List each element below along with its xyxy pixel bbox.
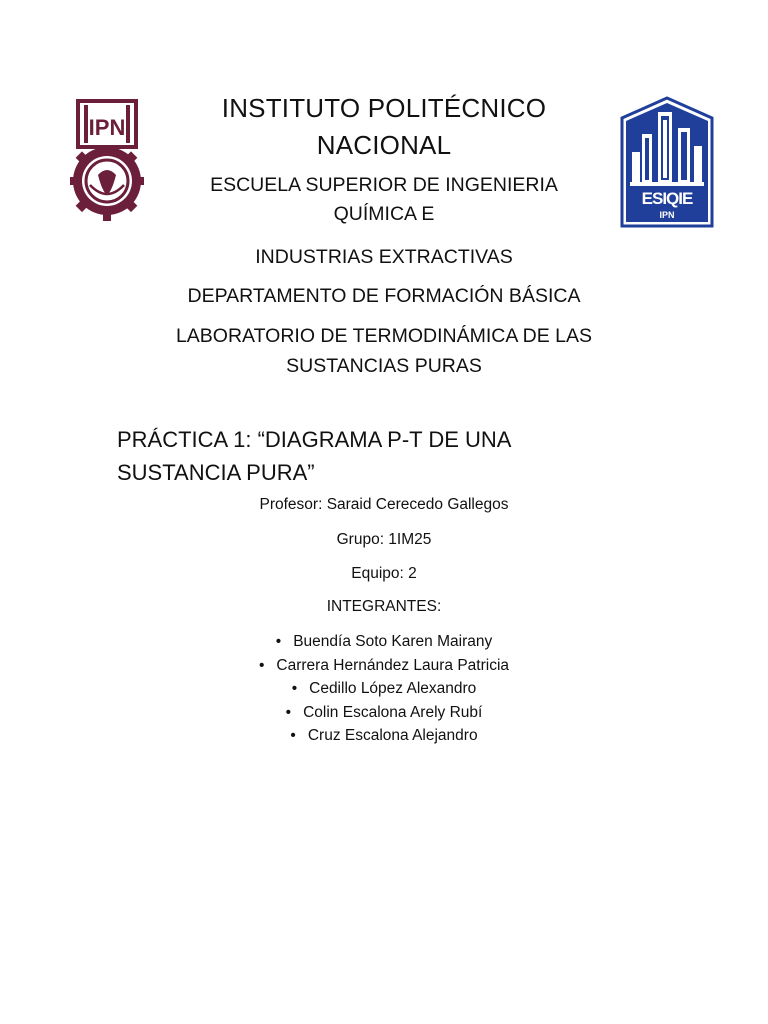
institute-name-line2: NACIONAL	[316, 130, 452, 160]
list-item	[0, 654, 768, 678]
member-name: Cedillo López Alexandro	[309, 680, 477, 697]
esiqie-logo-subtext: IPN	[659, 210, 675, 220]
member-name: Colin Escalona Arely Rubí	[303, 703, 483, 721]
lab-name-line1: LABORATORIO DE TERMODINÁMICA DE LAS	[175, 325, 593, 347]
member-name: Cruz Escalona Alejandro	[307, 727, 478, 744]
list-item	[0, 677, 768, 701]
bullet-icon: •	[275, 633, 282, 650]
group-label: Grupo: 1IM25	[336, 531, 432, 548]
school-name-line2: QUÍMICA E	[333, 203, 435, 225]
esiqie-logo-text: ESIQIE	[641, 189, 693, 208]
practice-title-line1: PRÁCTICA 1: “DIAGRAMA P-T DE UNA	[117, 427, 512, 452]
bullet-icon: •	[258, 656, 265, 674]
bullet-icon: •	[290, 727, 296, 744]
bullet-icon: •	[285, 703, 292, 721]
members-title: INTEGRANTES:	[326, 598, 442, 615]
team-label: Equipo: 2	[351, 565, 417, 582]
school-name-line1: ESCUELA SUPERIOR DE INGENIERIA	[210, 174, 558, 196]
member-name: Carrera Hernández Laura Patricia	[276, 656, 510, 674]
list-item	[0, 630, 768, 654]
list-item	[0, 724, 768, 748]
ipn-logo-text: IPN	[88, 115, 126, 140]
bullet-icon: •	[291, 680, 298, 697]
department-name: DEPARTAMENTO DE FORMACIÓN BÁSICA	[187, 285, 581, 307]
school-name-line3: INDUSTRIAS EXTRACTIVAS	[255, 246, 513, 268]
institute-name-line1: INSTITUTO POLITÉCNICO	[221, 93, 547, 123]
list-item	[0, 701, 768, 725]
member-name: Buendía Soto Karen Mairany	[293, 633, 493, 650]
members-list	[0, 630, 768, 748]
professor-name: Profesor: Saraid Cerecedo Gallegos	[259, 496, 509, 513]
practice-title-line2: SUSTANCIA PURA”	[117, 460, 315, 485]
lab-name-line2: SUSTANCIAS PURAS	[286, 355, 482, 377]
